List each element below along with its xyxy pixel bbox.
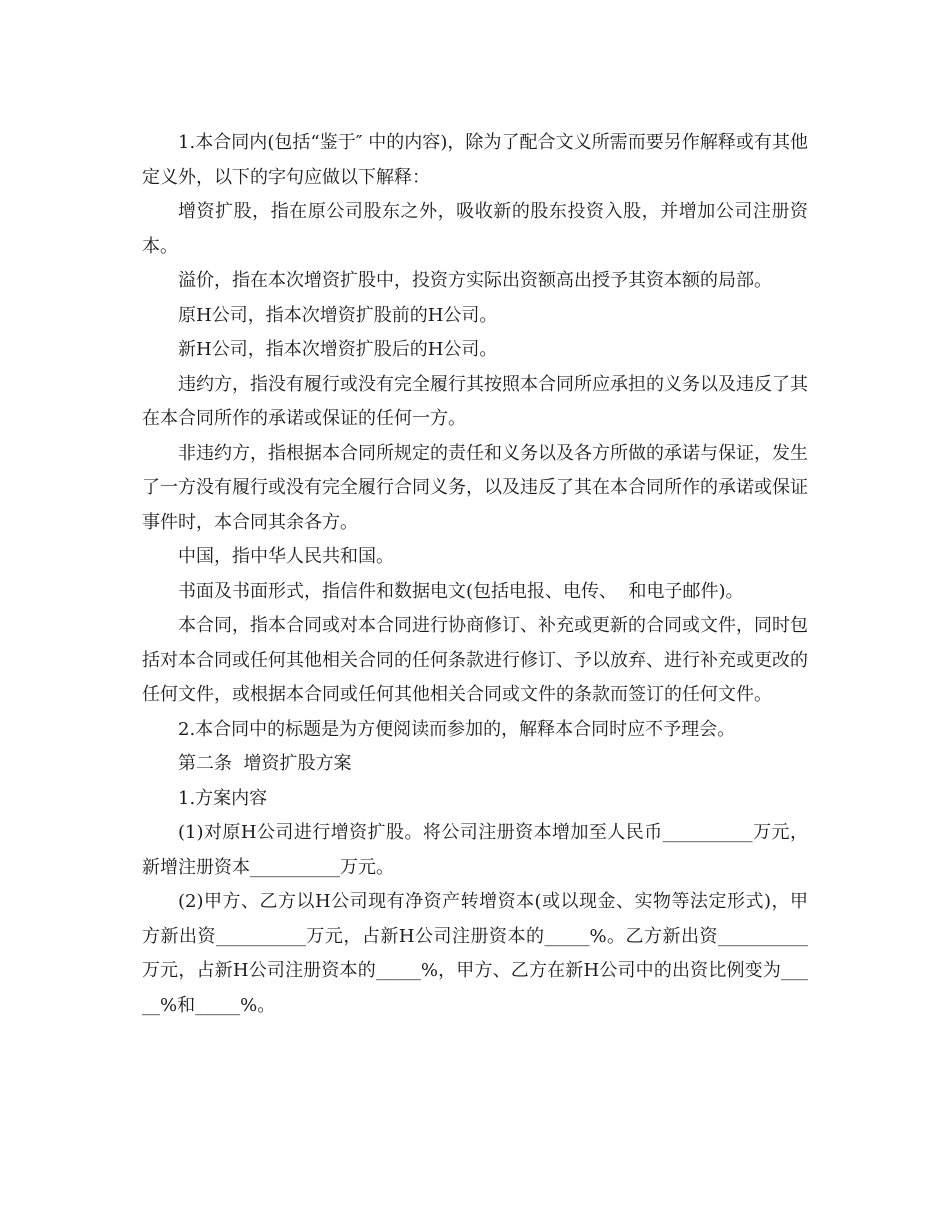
paragraph-non-breaching-party: 非违约方，指根据本合同所规定的责任和义务以及各方所做的承诺与保证，发生了一方没有履行或没有完全履行合同义务，以及违反了其在本合同所作的承诺或保证事件时，本合同其余各方。: [142, 442, 808, 533]
paragraph-this-contract: 本合同，指本合同或对本合同进行协商修订、补充或更新的合同或文件，同时包括对本合同或任何其他相关合同的任何条款进行修订、予以放弃、进行补充或更改的任何文件，或根据本合同或任何其他相关合同或文件的条款而签订的任何文件。: [142, 615, 808, 705]
subheading-plan-content: 1.方案内容: [178, 787, 268, 809]
paragraph-headings: 2.本合同中的标题是为方便阅读而参加的，解释本合同时应不予理会。: [178, 718, 736, 740]
paragraph-premium: 溢价，指在本次增资扩股中，投资方实际出资额高出授予其资本额的局部。: [178, 270, 772, 291]
document-body: [142, 126, 808, 1023]
paragraph-original-company: 原H公司，指本次增资扩股前的H公司。: [178, 304, 498, 326]
paragraph-definitions-intro: 1.本合同内(包括“鉴于″ 中的内容)，除为了配合文义所需而要另作解释或有其他定义外，以下的字句应做以下解释：: [142, 132, 808, 188]
paragraph-breaching-party: 违约方，指没有履行或没有完全履行其按照本合同所应承担的义务以及违反了其在本合同所作的承诺或保证的任何一方。: [142, 373, 808, 429]
paragraph-plan-item-2: (2)甲方、乙方以H公司现有净资产转增资本(或以现金、实物等法定形式)，甲方新出资__________万元，占新H公司注册资本的_____%。乙方新出资__________万元，占新H公司注册资本的_____%，甲方、乙方在新H公司中的出资比例变为_____%和_____%。: [142, 891, 808, 1016]
section-heading-article-two: 第二条 增资扩股方案: [178, 753, 352, 774]
paragraph-written-form: 书面及书面形式，指信件和数据电文(包括电报、电传、 和电子邮件)。: [178, 580, 744, 602]
paragraph-new-company: 新H公司，指本次增资扩股后的H公司。: [178, 339, 498, 360]
paragraph-china: 中国，指中华人民共和国。: [178, 546, 394, 567]
paragraph-plan-item-1: (1)对原H公司进行增资扩股。将公司注册资本增加至人民币__________万元，新增注册资本__________万元。: [142, 822, 808, 878]
paragraph-capital-increase: 增资扩股，指在原公司股东之外，吸收新的股东投资入股，并增加公司注册资本。: [142, 201, 808, 257]
